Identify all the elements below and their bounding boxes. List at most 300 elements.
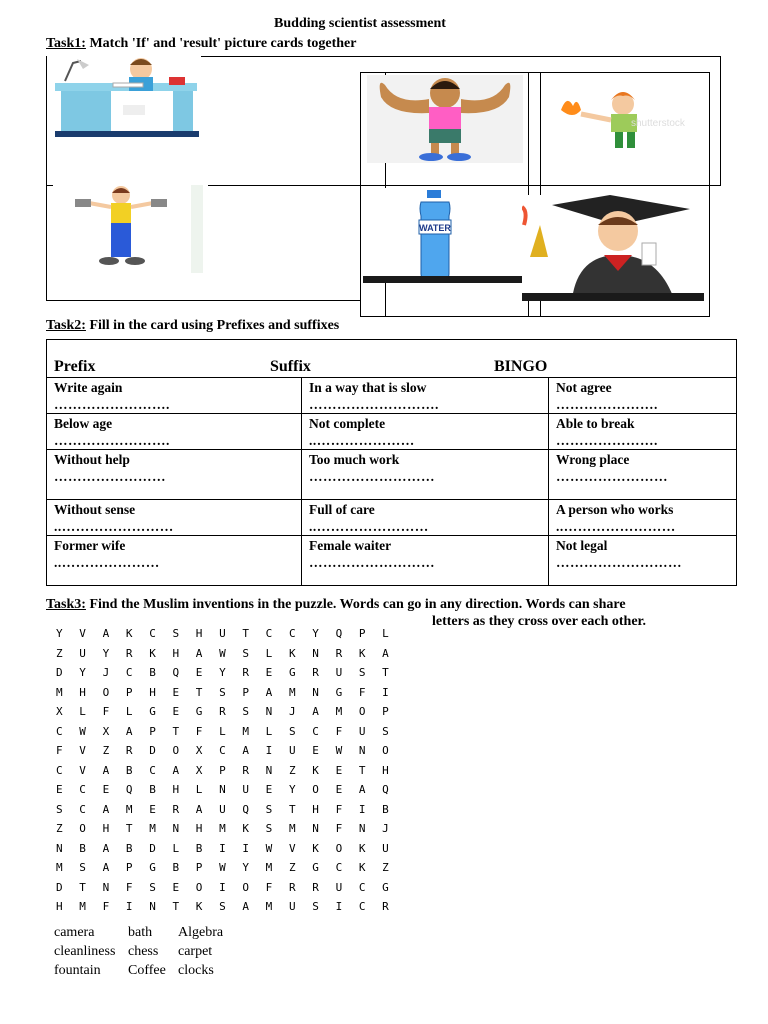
puzzle-letter[interactable]: N [312,685,319,699]
puzzle-letter[interactable]: S [219,685,226,699]
puzzle-letter[interactable]: T [172,900,180,913]
puzzle-letter[interactable]: O [195,880,203,894]
puzzle-letter[interactable]: F [195,724,203,738]
puzzle-letter[interactable]: Y [102,646,110,660]
puzzle-letter[interactable]: Z [56,646,63,660]
puzzle-letter[interactable]: X [195,744,203,757]
puzzle-letter[interactable]: O [382,744,389,757]
puzzle-letter[interactable]: K [242,822,249,835]
puzzle-letter[interactable]: S [288,724,296,738]
puzzle-letter[interactable]: F [335,802,343,816]
puzzle-letter[interactable]: O [79,822,86,835]
puzzle-row [56,803,405,816]
puzzle-letter[interactable]: I [219,841,226,855]
puzzle-letter[interactable]: A [382,646,389,660]
puzzle-letter[interactable]: O [358,705,366,718]
cell-clue: In a way that is slow [309,380,427,395]
puzzle-letter[interactable]: Z [288,861,296,874]
prefix-header: Prefix [54,358,96,375]
puzzle-letter[interactable]: C [358,900,366,913]
word-list-column [178,923,223,980]
bingo-cell[interactable] [47,500,302,536]
puzzle-letter[interactable]: B [195,841,203,855]
card-graduate[interactable] [522,195,704,301]
puzzle-letter[interactable]: X [102,724,110,738]
puzzle-letter[interactable]: A [172,763,180,777]
puzzle-letter[interactable]: C [56,724,63,738]
puzzle-letter[interactable]: S [149,880,156,894]
puzzle-letter[interactable]: A [242,744,249,757]
puzzle-letter[interactable]: E [172,880,180,894]
puzzle-letter[interactable]: E [195,666,203,679]
puzzle-letter[interactable]: S [79,861,86,874]
puzzle-letter[interactable]: U [288,744,296,757]
puzzle-letter[interactable]: R [125,646,133,660]
card-boy-lifting[interactable] [53,185,208,273]
puzzle-letter[interactable]: T [195,685,203,699]
puzzle-row [56,881,405,894]
cell-blank[interactable]: …………………. [556,397,658,412]
puzzle-row [56,783,405,796]
puzzle-letter[interactable]: A [102,802,110,816]
puzzle-letter[interactable]: H [312,802,319,816]
puzzle-letter[interactable]: N [149,900,156,913]
task1-text: Match 'If' and 'result' picture cards together [85,36,357,51]
bingo-cell[interactable] [549,414,737,450]
puzzle-letter[interactable]: W [219,646,226,660]
puzzle-letter[interactable]: U [358,724,366,738]
bingo-header-label: BINGO [494,358,548,375]
puzzle-row [56,842,405,855]
puzzle-letter[interactable]: S [172,627,180,640]
word-item: fountain [54,963,101,978]
cell-blank[interactable]: ..………………… [309,433,415,448]
puzzle-letter[interactable]: T [242,627,249,640]
puzzle-letter[interactable]: R [219,705,226,718]
puzzle-letter[interactable]: C [358,880,366,894]
puzzle-letter[interactable]: N [358,822,366,835]
puzzle-letter[interactable]: M [125,802,133,816]
puzzle-letter[interactable]: R [242,666,249,679]
puzzle-letter[interactable]: V [79,627,86,640]
puzzle-letter[interactable]: E [265,666,273,679]
puzzle-letter[interactable]: W [265,841,273,855]
puzzle-letter[interactable]: D [149,744,156,757]
puzzle-letter[interactable]: J [288,705,296,718]
puzzle-letter[interactable]: N [312,646,319,660]
puzzle-letter[interactable]: I [382,685,389,699]
puzzle-letter[interactable]: U [382,841,389,855]
task2-text: Fill in the card using Prefixes and suffixes [85,318,340,333]
puzzle-letter[interactable]: O [102,685,110,699]
puzzle-letter[interactable]: N [102,880,110,894]
puzzle-letter[interactable]: R [172,802,180,816]
puzzle-letter[interactable]: M [79,900,86,913]
puzzle-letter[interactable]: E [172,685,180,699]
cell-blank[interactable]: …………………… [556,469,668,484]
puzzle-letter[interactable]: L [172,841,180,855]
puzzle-letter[interactable]: R [312,666,319,679]
puzzle-letter[interactable]: A [265,685,273,699]
puzzle-letter[interactable]: F [56,744,63,757]
puzzle-letter[interactable]: W [79,724,86,738]
puzzle-letter[interactable]: Y [288,783,296,796]
puzzle-letter[interactable]: X [195,763,203,777]
puzzle-letter[interactable]: R [382,900,389,913]
puzzle-letter[interactable]: J [102,666,110,679]
puzzle-letter[interactable]: B [125,841,133,855]
puzzle-letter[interactable]: N [219,783,226,796]
task1-heading [46,36,356,52]
puzzle-letter[interactable]: U [79,646,86,660]
puzzle-letter[interactable]: L [79,705,86,718]
puzzle-letter[interactable]: B [149,666,156,679]
cell-blank[interactable]: ..…………………… [556,519,676,534]
puzzle-letter[interactable]: Y [219,666,226,679]
bingo-cell[interactable] [302,500,549,536]
puzzle-letter[interactable]: I [242,841,249,855]
puzzle-letter[interactable]: M [149,822,156,835]
bingo-row [47,450,737,500]
puzzle-row [56,764,405,777]
puzzle-letter[interactable]: M [219,822,226,835]
puzzle-letter[interactable]: T [382,666,389,679]
puzzle-letter[interactable]: S [56,802,63,816]
puzzle-row [56,647,405,660]
puzzle-letter[interactable]: L [265,724,273,738]
puzzle-letter[interactable]: F [358,685,366,699]
puzzle-letter[interactable]: H [195,627,203,640]
puzzle-letter[interactable]: Z [382,861,389,874]
puzzle-letter[interactable]: D [56,666,63,679]
puzzle-letter[interactable]: S [242,705,249,718]
bingo-cell[interactable] [302,414,549,450]
puzzle-letter[interactable]: K [149,646,156,660]
boy-studying-image [53,55,201,137]
page-title: Budding scientist assessment [274,16,446,31]
puzzle-letter[interactable]: C [288,627,296,640]
card-water-bottle[interactable] [363,188,523,283]
puzzle-letter[interactable]: B [149,783,156,796]
puzzle-letter[interactable]: R [125,744,133,757]
puzzle-letter[interactable]: L [125,705,133,718]
puzzle-letter[interactable]: G [382,880,389,894]
word-item: chess [128,944,159,959]
puzzle-letter[interactable]: I [125,900,133,913]
puzzle-letter[interactable]: M [242,724,249,738]
puzzle-letter[interactable]: Z [102,744,110,757]
puzzle-letter[interactable]: T [79,880,86,894]
puzzle-letter[interactable]: S [312,900,319,913]
bingo-header-row [47,340,737,378]
puzzle-letter[interactable]: E [102,783,110,796]
puzzle-letter[interactable]: B [125,763,133,777]
puzzle-letter[interactable]: Q [242,802,249,816]
bingo-row [47,378,737,414]
puzzle-letter[interactable]: I [335,900,343,913]
puzzle-letter[interactable]: K [312,841,319,855]
puzzle-letter[interactable]: C [125,666,133,679]
puzzle-letter[interactable]: N [56,841,63,855]
puzzle-letter[interactable]: M [335,705,343,718]
puzzle-row [56,627,405,640]
bingo-cell[interactable] [549,536,737,586]
puzzle-letter[interactable]: C [265,627,273,640]
puzzle-letter[interactable]: T [288,802,296,816]
puzzle-letter[interactable]: Y [56,627,63,640]
puzzle-letter[interactable]: I [358,802,366,816]
puzzle-letter[interactable]: F [102,900,110,913]
puzzle-letter[interactable]: G [195,705,203,718]
puzzle-letter[interactable]: F [335,822,343,835]
puzzle-letter[interactable]: Q [335,627,343,640]
puzzle-letter[interactable]: J [382,822,389,835]
puzzle-letter[interactable]: G [149,705,156,718]
puzzle-letter[interactable]: E [172,705,180,718]
puzzle-letter[interactable]: C [219,744,226,757]
puzzle-letter[interactable]: U [219,802,226,816]
bingo-cell[interactable] [302,536,549,586]
puzzle-letter[interactable]: L [195,783,203,796]
puzzle-letter[interactable]: N [265,763,273,777]
puzzle-letter[interactable]: F [335,724,343,738]
puzzle-letter[interactable]: G [149,861,156,874]
puzzle-letter[interactable]: D [149,841,156,855]
puzzle-letter[interactable]: H [382,763,389,777]
puzzle-letter[interactable]: R [288,880,296,894]
cell-blank[interactable]: ……………………. [54,433,170,448]
puzzle-letter[interactable]: G [335,685,343,699]
task1-label: Task1: [46,36,86,51]
word-item: cleanliness [54,944,116,959]
puzzle-letter[interactable]: L [382,627,389,640]
puzzle-letter[interactable]: H [79,685,86,699]
cell-blank[interactable]: …………………… [54,469,166,484]
puzzle-letter[interactable]: Z [288,763,296,777]
word-item: Coffee [128,963,166,978]
bingo-cell[interactable] [302,378,549,414]
puzzle-letter[interactable]: I [219,880,226,894]
puzzle-letter[interactable]: N [358,744,366,757]
puzzle-letter[interactable]: H [172,646,180,660]
puzzle-letter[interactable]: P [219,763,226,777]
puzzle-letter[interactable]: V [288,841,296,855]
puzzle-letter[interactable]: F [102,705,110,718]
puzzle-letter[interactable]: P [125,861,133,874]
puzzle-letter[interactable]: S [382,724,389,738]
card-boy-fire[interactable] [553,80,703,160]
puzzle-letter[interactable]: K [358,861,366,874]
puzzle-letter[interactable]: H [195,822,203,835]
puzzle-letter[interactable]: W [219,861,226,874]
puzzle-letter[interactable]: P [382,705,389,718]
cell-blank[interactable]: ……………………. [54,397,170,412]
puzzle-letter[interactable]: C [79,783,86,796]
puzzle-letter[interactable]: W [335,744,343,757]
puzzle-letter[interactable]: C [335,861,343,874]
puzzle-letter[interactable]: K [195,900,203,913]
cell-blank[interactable]: …………………. [556,433,658,448]
puzzle-letter[interactable]: P [358,627,366,640]
puzzle-letter[interactable]: R [242,763,249,777]
bingo-cell[interactable] [549,500,737,536]
cell-clue: Not legal [556,538,608,553]
puzzle-letter[interactable]: P [195,861,203,874]
puzzle-letter[interactable]: L [265,646,273,660]
puzzle-letter[interactable]: Y [242,861,249,874]
puzzle-letter[interactable]: K [358,841,366,855]
puzzle-letter[interactable]: H [149,685,156,699]
card-boy-studying[interactable] [53,55,201,137]
puzzle-letter[interactable]: Q [172,666,180,679]
puzzle-letter[interactable]: O [335,841,343,855]
puzzle-letter[interactable]: H [56,900,63,913]
bingo-card [46,339,737,586]
puzzle-letter[interactable]: O [242,880,249,894]
bingo-cell[interactable] [302,450,549,500]
puzzle-letter[interactable]: D [56,880,63,894]
puzzle-letter[interactable]: R [312,880,319,894]
puzzle-letter[interactable]: A [125,724,133,738]
puzzle-letter[interactable]: Y [312,627,319,640]
word-item: carpet [178,944,213,959]
puzzle-letter[interactable]: A [358,783,366,796]
puzzle-letter[interactable]: Z [56,822,63,835]
puzzle-letter[interactable]: A [195,802,203,816]
puzzle-letter[interactable]: K [358,646,366,660]
puzzle-letter[interactable]: N [265,705,273,718]
puzzle-letter[interactable]: S [265,802,273,816]
puzzle-letter[interactable]: A [242,900,249,913]
puzzle-letter[interactable]: T [125,822,133,835]
puzzle-letter[interactable]: C [149,763,156,777]
puzzle-letter[interactable]: V [79,763,86,777]
puzzle-letter[interactable]: K [288,646,296,660]
puzzle-letter[interactable]: A [102,841,110,855]
cell-blank[interactable]: ..…………………… [54,519,174,534]
cell-blank[interactable]: ……………………… [556,555,682,570]
puzzle-letter[interactable]: M [265,861,273,874]
puzzle-letter[interactable]: A [102,627,110,640]
task3-heading [46,597,626,613]
puzzle-letter[interactable]: C [312,724,319,738]
puzzle-row [56,686,405,699]
puzzle-letter[interactable]: U [219,627,226,640]
cell-clue: Below age [54,416,113,431]
task3-label: Task3: [46,597,86,612]
puzzle-letter[interactable]: N [172,822,180,835]
puzzle-letter[interactable]: B [172,861,180,874]
puzzle-letter[interactable]: Y [79,666,86,679]
puzzle-letter[interactable]: M [288,822,296,835]
puzzle-letter[interactable]: K [125,627,133,640]
puzzle-letter[interactable]: P [125,685,133,699]
cell-clue: Without help [54,452,130,467]
bingo-cell[interactable] [47,414,302,450]
cell-clue: Full of care [309,502,375,517]
puzzle-letter[interactable]: S [265,822,273,835]
puzzle-letter[interactable]: T [172,724,180,738]
puzzle-letter[interactable]: E [56,783,63,796]
puzzle-letter[interactable]: L [219,724,226,738]
puzzle-letter[interactable]: N [312,822,319,835]
puzzle-letter[interactable]: C [149,627,156,640]
puzzle-letter[interactable]: A [102,763,110,777]
cell-blank[interactable]: ………………………. [309,397,439,412]
puzzle-letter[interactable]: E [265,783,273,796]
puzzle-letter[interactable]: F [125,880,133,894]
cell-clue: Not complete [309,416,386,431]
puzzle-letter[interactable]: E [149,802,156,816]
puzzle-letter[interactable]: K [312,763,319,777]
puzzle-letter[interactable]: Q [125,783,133,796]
bingo-cell[interactable] [47,536,302,586]
puzzle-letter[interactable]: H [172,783,180,796]
puzzle-letter[interactable]: C [79,802,86,816]
puzzle-letter[interactable]: H [102,822,110,835]
puzzle-letter[interactable]: T [358,763,366,777]
bingo-row [47,414,737,450]
puzzle-letter[interactable]: G [312,861,319,874]
puzzle-letter[interactable]: A [195,646,203,660]
cell-blank[interactable]: ……………………… [309,555,435,570]
cell-blank[interactable]: ..…………………… [309,519,429,534]
puzzle-letter[interactable]: F [265,880,273,894]
cell-blank[interactable]: ……………………… [309,469,435,484]
puzzle-letter[interactable]: U [335,880,343,894]
puzzle-letter[interactable]: R [335,646,343,660]
puzzle-letter[interactable]: A [312,705,319,718]
bingo-cell[interactable] [549,450,737,500]
puzzle-letter[interactable]: Q [382,783,389,796]
puzzle-letter[interactable]: X [56,705,63,718]
bingo-cell[interactable] [549,378,737,414]
puzzle-letter[interactable]: M [265,900,273,913]
puzzle-letter[interactable]: P [149,724,156,738]
puzzle-letter[interactable]: U [288,900,296,913]
bingo-header [47,340,737,378]
puzzle-letter[interactable]: P [242,685,249,699]
puzzle-letter[interactable]: V [79,744,86,757]
cell-blank[interactable]: ..………………… [54,555,160,570]
puzzle-letter[interactable]: B [79,841,86,855]
puzzle-letter[interactable]: E [335,783,343,796]
puzzle-letter[interactable]: C [56,763,63,777]
puzzle-letter[interactable]: S [219,900,226,913]
puzzle-letter[interactable]: U [335,666,343,679]
bingo-cell[interactable] [47,450,302,500]
puzzle-letter[interactable]: O [312,783,319,796]
bingo-row [47,500,737,536]
puzzle-letter[interactable]: E [335,763,343,777]
cell-clue: A person who works [556,502,674,517]
puzzle-letter[interactable]: A [102,861,110,874]
puzzle-letter[interactable]: O [172,744,180,757]
puzzle-letter[interactable]: M [56,861,63,874]
puzzle-letter[interactable]: S [242,646,249,660]
puzzle-letter[interactable]: U [242,783,249,796]
puzzle-letter[interactable]: S [358,666,366,679]
bingo-cell[interactable] [47,378,302,414]
puzzle-letter[interactable]: B [382,802,389,816]
card-strong-boy[interactable] [367,75,523,163]
word-list-column [54,923,115,980]
puzzle-letter[interactable]: M [288,685,296,699]
puzzle-letter[interactable]: G [288,666,296,679]
puzzle-letter[interactable]: E [312,744,319,757]
puzzle-letter[interactable]: I [265,744,273,757]
puzzle-letter[interactable]: M [56,685,63,699]
